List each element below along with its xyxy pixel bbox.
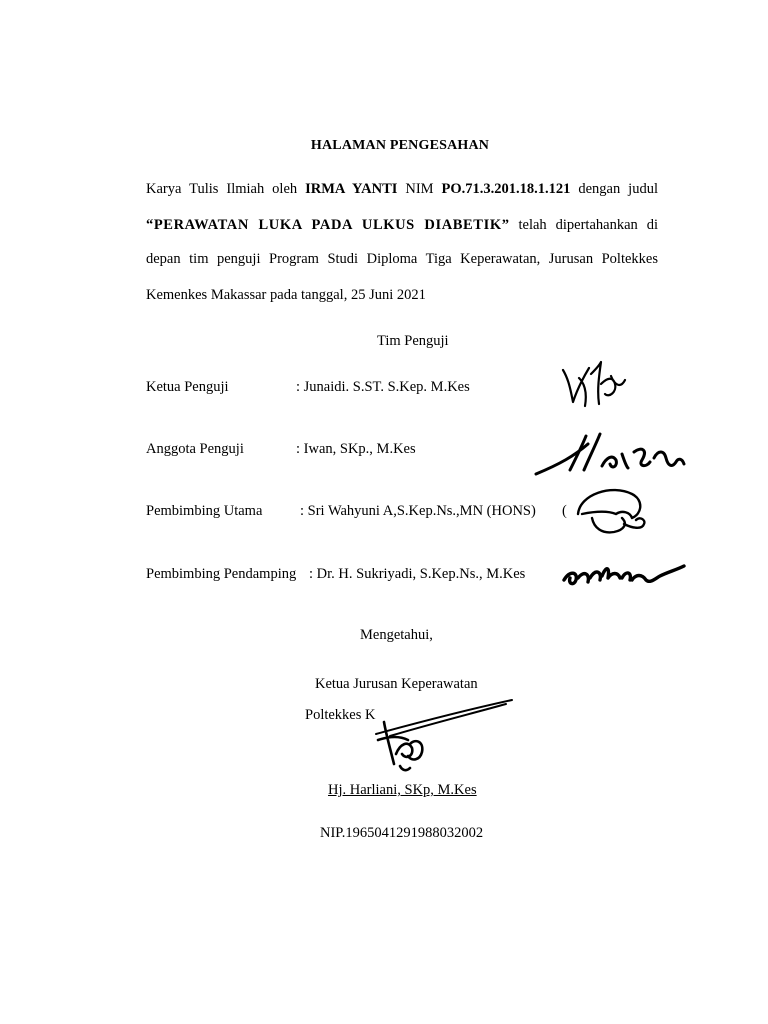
- examiner-name-3: : Sri Wahyuni A,S.Kep.Ns.,MN (HONS): [300, 503, 536, 519]
- approval-institution: Poltekkes K: [305, 707, 376, 723]
- intro-text-b: NIM: [397, 181, 442, 197]
- signature-pembimbing-pendamping: [560, 556, 690, 596]
- intro-line-3: depan tim penguji Program Studi Diploma Tiga Keperawatan, Jurusan Poltekkes: [146, 251, 658, 267]
- thesis-title: “PERAWATAN LUKA PADA ULKUS DIABETIK”: [146, 217, 510, 233]
- signature-ketua-jurusan: [370, 696, 520, 778]
- approval-nip: NIP.196504129198803200​2: [320, 825, 484, 841]
- examiner-role-3: Pembimbing Utama: [146, 503, 263, 519]
- intro-line-1: [146, 181, 658, 198]
- intro-text-c: dengan judul: [570, 181, 658, 197]
- examiner-role-4: Pembimbing Pendamping: [146, 566, 297, 582]
- intro-line-4: Kemenkes Makassar pada tanggal, 25 Juni 2021: [146, 287, 426, 303]
- signature-anggota-penguji: [530, 428, 690, 488]
- examiner-name-1: : Junaidi. S.ST. S.Kep. M.Kes: [296, 379, 470, 395]
- examiner-bracket-3: (: [562, 503, 567, 519]
- approval-knowing: Mengetahui,: [360, 627, 433, 643]
- examiner-name-2: : Iwan, SKp., M.Kes: [296, 441, 416, 457]
- intro-line-2: [146, 217, 658, 234]
- examiner-role-2: Anggota Penguji: [146, 441, 244, 457]
- approval-official-name: Hj. Harliani, SKp, M.Kes: [328, 782, 477, 798]
- team-heading: Tim Penguji: [377, 333, 449, 349]
- signature-pembimbing-utama: [572, 484, 662, 544]
- page-title: HALAMAN PENGESAHAN: [310, 138, 490, 153]
- student-name: IRMA YANTI: [305, 181, 398, 197]
- intro-text-a: Karya Tulis Ilmiah oleh: [146, 181, 306, 197]
- signature-ketua-penguji: [555, 358, 630, 413]
- student-nim: PO.71.3.201.18.1.121: [441, 181, 571, 197]
- examiner-name-4: : Dr. H. Sukriyadi, S.Kep.Ns., M.Kes: [309, 566, 526, 582]
- approval-position: Ketua Jurusan Keperawatan: [315, 676, 478, 692]
- intro-text-d: telah dipertahankan di: [509, 217, 658, 233]
- examiner-role-1: Ketua Penguji: [146, 379, 229, 395]
